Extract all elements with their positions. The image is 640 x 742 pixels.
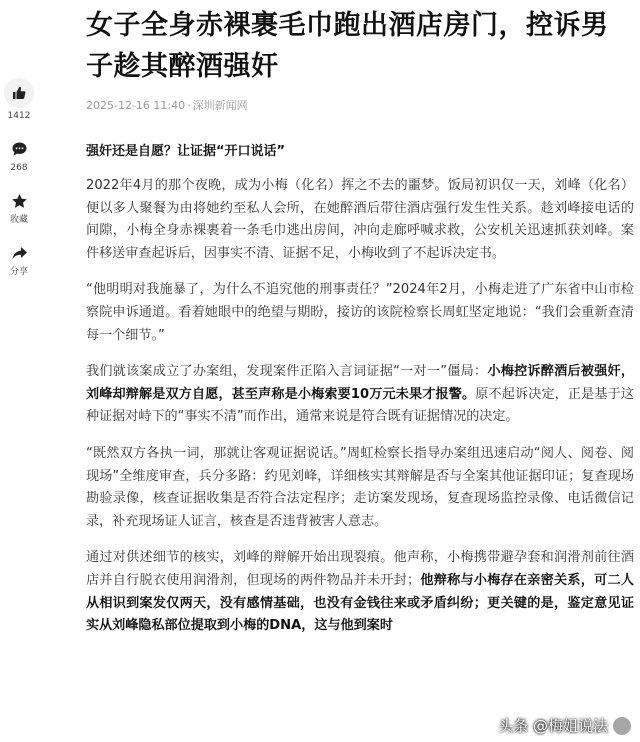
comment-icon	[8, 138, 30, 160]
like-count: 1412	[7, 111, 31, 121]
paragraph-2: “他明明对我施暴了，为什么不追究他的刑事责任？”2024年2月，小梅走进了广东省中山市检察院申诉通道。看着她眼中的绝望与期盼，接访的该院检察长周虹坚定地说：“我们会重新查清每一个细节。”	[86, 282, 634, 343]
article-subtitle: 强奸还是自愿？让证据“开口说话”	[86, 144, 286, 159]
share-button[interactable]	[0, 242, 38, 278]
paragraph-3-bold: 小梅控诉醉酒后被强奸，刘峰却辩解是双方自愿，甚至声称是小梅索要10万元未果才报警。	[86, 364, 634, 402]
source-link[interactable]: 深圳新闻网	[192, 99, 248, 112]
share-label: 分享	[9, 267, 28, 277]
watermark-text: 头条 @梅姐说法	[498, 717, 608, 735]
paragraph-1: 2022年4月的那个夜晚，成为小梅（化名）挥之不去的噩梦。饭局初识仅一天，刘峰（化名）便以多人聚餐为由将她约至私人会所，在她醉酒后带往酒店强行发生性关系。趁刘峰接电话的间隙，小梅全身赤裸裹着一条毛巾逃出房间，冲向走廊呼喊求救，公安机关迅速抓获刘峰。案件移送审查起诉后，因事实不清、证据不足，小梅收到了不起诉决定书。	[86, 178, 634, 261]
share-icon	[8, 242, 30, 264]
paragraph-3	[86, 361, 634, 429]
article-title: 女子全身赤裸裹毛巾跑出酒店房门，控诉男子趁其醉酒强奸	[86, 10, 609, 82]
paragraph-3-text-end: 原不起诉决定，正是基于这种证据对峙下的“事实不清”而作出，通常来说是符合既有证据情况的决定。	[86, 386, 634, 425]
paragraph-5-bold: 他辩称与小梅存在亲密关系，可二人从相识到案发仅两天，没有感情基础，也没有金钱往来或矛盾纠纷；更关键的是，鉴定意见证实从刘峰隐私部位提取到小梅的DNA，这与他到案时	[86, 572, 635, 634]
paragraph-3-text: 我们就该案成立了办案组，发现案件正陷入言词证据“一对一”僵局：	[86, 364, 488, 380]
watermark-mark-icon	[612, 716, 632, 736]
paragraph-5-text: 通过对供述细节的核实，刘峰的辩解开始出现裂痕。他声称，小梅携带避孕套和润滑剂前往酒店并自行脱衣使用润滑剂，但现场的两件物品并未开封；	[86, 550, 634, 588]
star-icon	[8, 190, 30, 212]
like-button[interactable]	[0, 78, 38, 122]
watermark	[498, 715, 632, 736]
comment-button[interactable]	[0, 138, 38, 174]
favorite-label: 收藏	[9, 215, 28, 225]
publish-date: 2025-12-16 11:40	[86, 99, 186, 112]
favorite-button[interactable]	[0, 190, 38, 226]
paragraph-4: “既然双方各执一词，那就让客观证据说话。”周虹检察长指导办案组迅速启动“阅人、阅卷、阅现场”全维度审查，兵分多路：约见刘峰，详细核实其辩解是否与全案其他证据印证；复查现场勘验录像，核查证据收集是否符合法定程序；走访案发现场，复查现场监控录像、电话微信记录，补充现场证人证言，核查是否违背被害人意志。	[86, 445, 634, 529]
comment-count: 268	[10, 163, 28, 173]
article	[86, 0, 634, 638]
article-meta: 2025-12-16 11:40 · 深圳新闻网	[86, 99, 248, 112]
thumbs-up-icon	[4, 78, 34, 108]
paragraph-5	[86, 547, 634, 637]
action-sidebar	[0, 78, 38, 294]
